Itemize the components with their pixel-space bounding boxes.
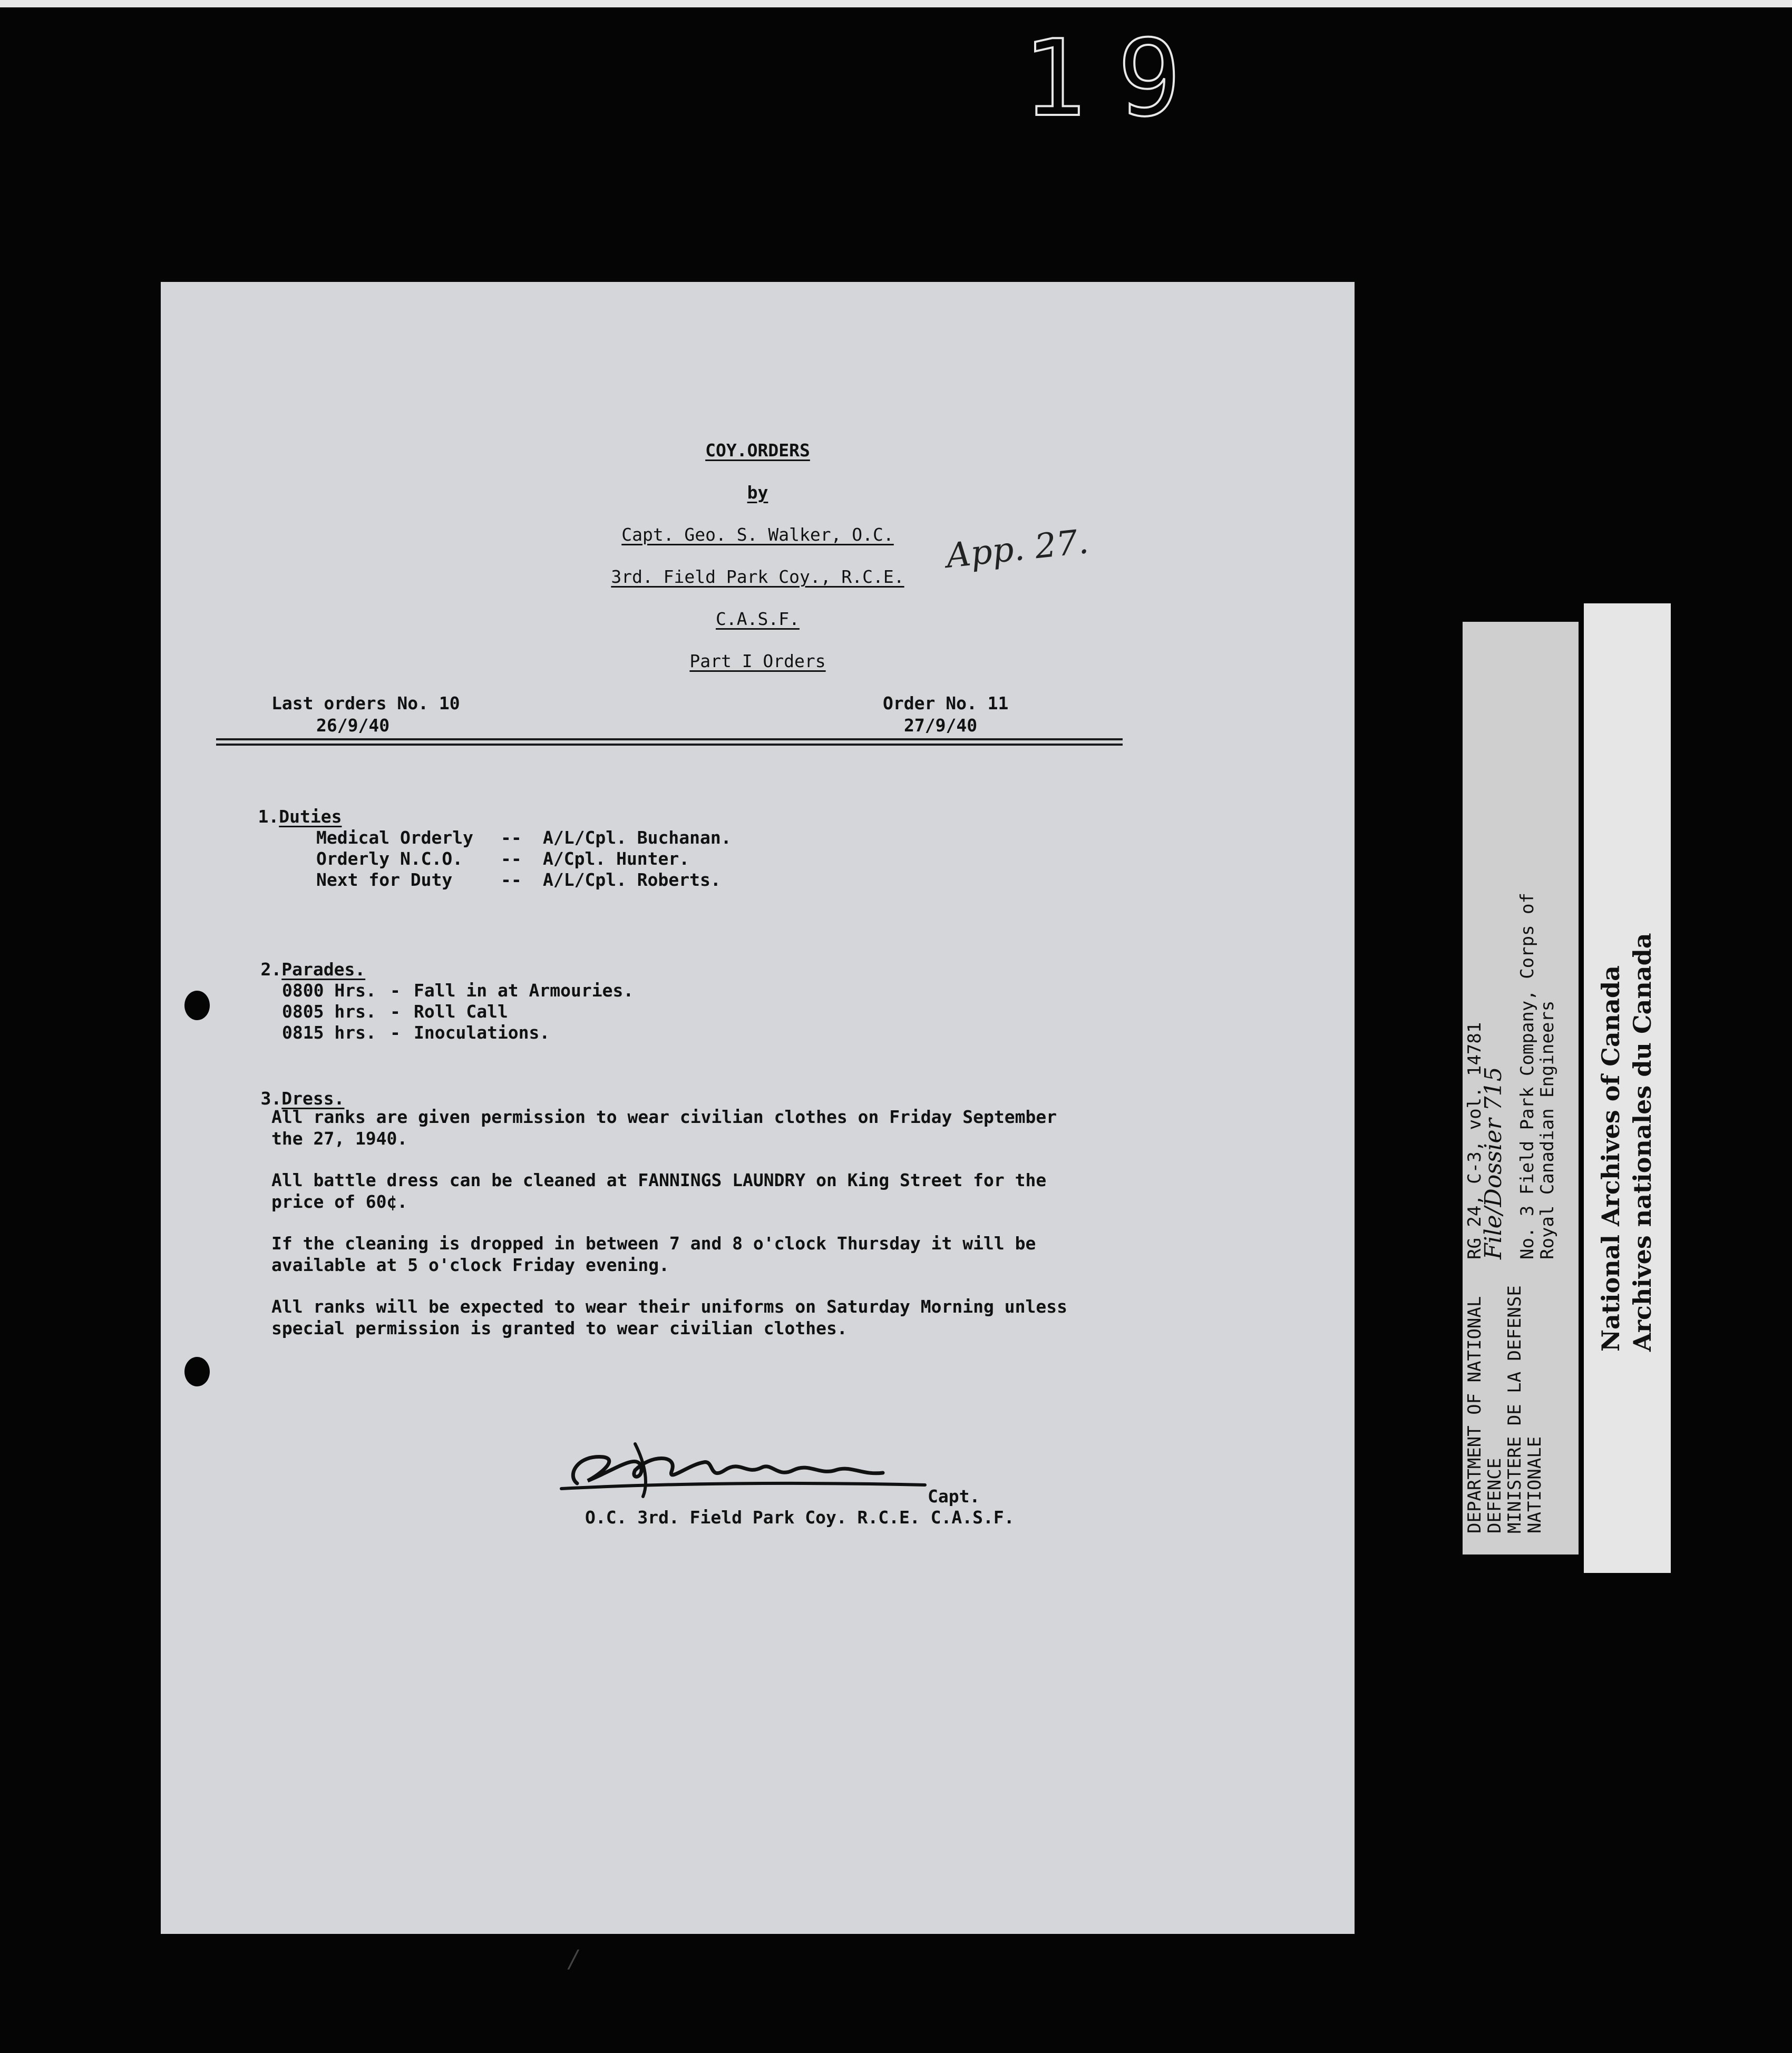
duty-role: Medical Orderly	[316, 827, 474, 848]
punch-hole-upper	[184, 991, 210, 1020]
heading-force: C.A.S.F.	[716, 609, 800, 629]
department-line: MINISTERE DE LA DEFENSE	[1504, 1285, 1525, 1533]
signature-rank: Capt.	[928, 1486, 980, 1507]
frame-number: 19	[1022, 17, 1213, 140]
archive-reference-label	[1463, 622, 1579, 1555]
film-scratch-mark: /	[569, 1944, 578, 1973]
dress-paragraph-line: If the cleaning is dropped in between 7 and 8 o'clock Thursday it will be	[271, 1233, 1036, 1254]
parades-number: 2.	[260, 959, 282, 980]
department-lines	[1465, 1285, 1545, 1533]
heading-part: Part I Orders	[689, 651, 826, 671]
heading-unit: 3rd. Field Park Coy., R.C.E.	[611, 566, 904, 587]
duties-number: 1.	[258, 806, 279, 827]
archive-description	[1517, 893, 1557, 1259]
dress-paragraph-line: available at 5 o'clock Friday evening.	[271, 1255, 669, 1275]
dress-paragraph-line: special permission is granted to wear civilian clothes.	[271, 1318, 848, 1338]
duty-separator: --	[501, 869, 522, 890]
parade-separator: -	[390, 1001, 401, 1022]
order-number-date: 27/9/40	[904, 715, 978, 736]
duties-label: Duties	[279, 806, 342, 827]
order-number-label: Order No. 11	[883, 693, 1009, 713]
parade-time: 0800 Hrs.	[282, 980, 376, 1001]
archives-english: National Archives of Canada	[1596, 965, 1625, 1352]
department-line: DEFENCE	[1484, 1458, 1505, 1533]
dress-paragraph-line: price of 60¢.	[271, 1191, 408, 1212]
signature-image	[556, 1433, 936, 1507]
parades-label: Parades.	[281, 959, 366, 980]
duty-separator: --	[501, 848, 522, 869]
dress-paragraph-line: the 27, 1940.	[271, 1128, 408, 1149]
archive-reference: RG 24, C-3, vol. 14781	[1464, 1022, 1485, 1259]
duty-person: A/Cpl. Hunter.	[543, 848, 690, 869]
parade-event: Inoculations.	[414, 1022, 550, 1043]
parade-time: 0815 hrs.	[282, 1022, 376, 1043]
last-orders-label: Last orders No. 10	[271, 693, 460, 713]
dress-paragraph-line: All ranks are given permission to wear civilian clothes on Friday September	[271, 1107, 1057, 1127]
heading-officer: Capt. Geo. S. Walker, O.C.	[621, 524, 894, 545]
archives-french: Archives nationales du Canada	[1628, 933, 1657, 1352]
description-line: Royal Canadian Engineers	[1537, 1000, 1558, 1259]
document-page	[161, 282, 1355, 1934]
dress-number: 3.	[260, 1088, 282, 1109]
heading-by: by	[747, 482, 768, 503]
parade-event: Fall in at Armouries.	[414, 980, 634, 1001]
department-line: DEPARTMENT OF NATIONAL	[1464, 1296, 1485, 1533]
header-rule-top	[216, 738, 1123, 740]
dress-paragraph-line: All ranks will be expected to wear their uniforms on Saturday Morning unless	[271, 1296, 1067, 1317]
document-title: COY.ORDERS	[705, 440, 810, 461]
film-top-strip	[0, 0, 1792, 7]
duty-person: A/L/Cpl. Roberts.	[543, 869, 721, 890]
dress-paragraph-line: All battle dress can be cleaned at FANNINGS LAUNDRY on King Street for the	[271, 1170, 1047, 1190]
last-orders-date: 26/9/40	[316, 715, 390, 736]
duty-person: A/L/Cpl. Buchanan.	[543, 827, 732, 848]
parade-event: Roll Call	[414, 1001, 508, 1022]
parade-separator: -	[390, 1022, 401, 1043]
header-rule-bottom	[216, 744, 1123, 746]
duty-role: Orderly N.C.O.	[316, 848, 463, 869]
duty-separator: --	[501, 827, 522, 848]
national-archives-stamp	[1584, 603, 1671, 1573]
parade-separator: -	[390, 980, 401, 1001]
parade-time: 0805 hrs.	[282, 1001, 376, 1022]
department-line: NATIONALE	[1524, 1436, 1545, 1533]
handwritten-app-note: App. 27.	[944, 522, 1090, 576]
signature-title: O.C. 3rd. Field Park Coy. R.C.E. C.A.S.F.	[585, 1507, 1015, 1528]
dress-label: Dress.	[281, 1088, 345, 1109]
punch-hole-lower	[184, 1357, 210, 1386]
description-line: No. 3 Field Park Company, Corps of	[1517, 893, 1538, 1259]
archive-file-number: File/Dossier 715	[1480, 1067, 1507, 1259]
duty-role: Next for Duty	[316, 869, 453, 890]
